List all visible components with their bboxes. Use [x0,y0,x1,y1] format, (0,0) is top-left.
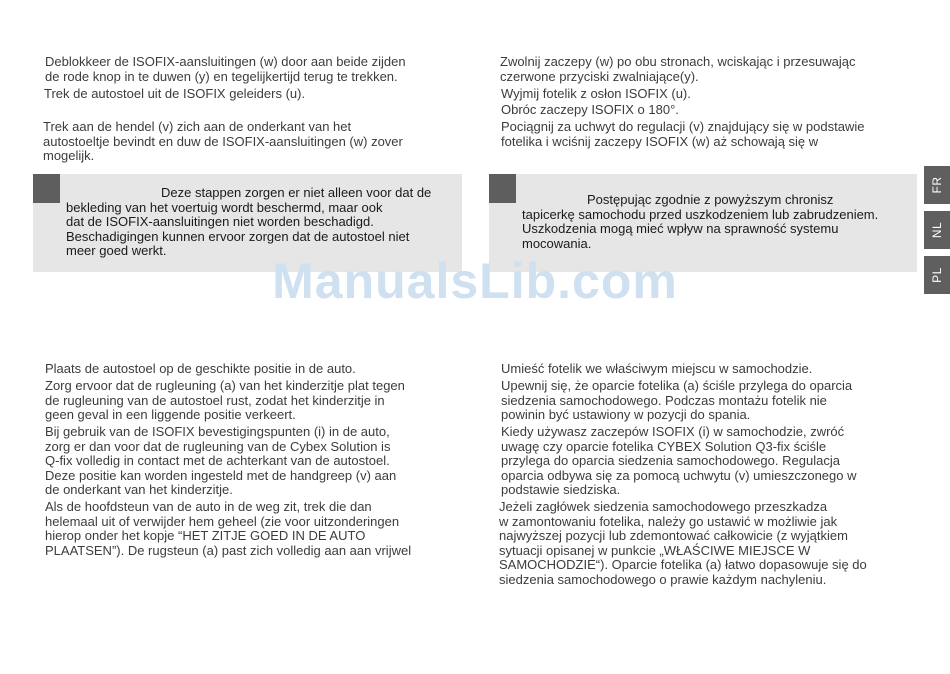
pl-bottom-paragraph-4: Jeżeli zagłówek siedzenia samochodowego przeszkadza w zamontowaniu fotelika, należy go ustawić w możliwie jak najwyższej pozycji lub zdemontować całkowicie (z wyjątkiem sytuacji opisanej w punkcie „WŁAŚCIWE MIEJSCE W SAMOCHODZIE“). Oparcie fotelika (a) łatwo dopasowuje się do siedzenia samochodowego o prawie każdym nachyleniu. [499,499,867,587]
pl-top-paragraph-4: Pociągnij za uchwyt do regulacji (v) znajdujący się w podstawie fotelika i wciśnij zaczepy ISOFIX (w) aż schowają się w [501,119,865,149]
pl-top-paragraph-1: Zwolnij zaczepy (w) po obu stronach, wciskając i przesuwając czerwone przyciski zwalniające(y). [500,54,856,84]
nl-top-paragraph-2: Trek de autostoel uit de ISOFIX geleiders (u). [44,86,306,101]
tab-fr[interactable] [924,166,950,204]
nl-bottom-paragraph-3: Bij gebruik van de ISOFIX bevestigingspunten (i) in de auto, zorg er dan voor dat de rugleuning van de Cybex Solution is Q-fix volledig in contact met de achterkant van de autostoel. Deze positie kan worden ingesteld met de handgreep (v) aan de onderkant van het kinderzitje. [45,424,397,498]
tab-nl-label: NL [930,221,944,239]
pl-top-paragraph-2: Wyjmij fotelik z osłon ISOFIX (u). [501,86,691,101]
note-marker-icon [33,174,60,203]
pl-top-paragraph-3: Obróc zaczepy ISOFIX o 180°. [501,102,679,117]
note-marker-icon [489,174,516,203]
pl-bottom-paragraph-1: Umieść fotelik we właściwym miejscu w samochodzie. [501,361,813,376]
pl-note-text: Postępując zgodnie z powyższym chronisz tapicerkę samochodu przed uszkodzeniem lub zabrudzeniem. Uszkodzenia mogą mieć wpływ na sprawność systemu mocowania. [522,192,879,251]
tab-nl[interactable] [924,211,950,249]
nl-top-paragraph-1: Deblokkeer de ISOFIX-aansluitingen (w) door aan beide zijden de rode knop in te duwen (y) en tegelijkertijd terug te trekken. [45,54,406,84]
nl-note-text: Deze stappen zorgen er niet alleen voor dat de bekleding van het voertuig wordt beschermd, maar ook dat de ISOFIX-aansluitingen niet worden beschadigd. Beschadigingen kunnen ervoor zorgen dat de autostoel niet meer goed werkt. [66,185,432,259]
nl-top-paragraph-3: Trek aan de hendel (v) zich aan de onderkant van het autostoeltje bevindt en duw de ISOFIX-aansluitingen (w) zover mogelijk. [43,119,403,164]
nl-bottom-paragraph-4: Als de hoofdsteun van de auto in de weg zit, trek die dan helemaal uit of verwijder hem geheel (zie voor uitzonderingen hierop onder het kopje “HET ZITJE GOED IN DE AUTO PLAATSEN”). De rugsteun (a) past zich volledig aan aan vrijwel [45,499,412,558]
tab-fr-label: FR [930,176,944,194]
pl-bottom-paragraph-2: Upewnij się, że oparcie fotelika (a) ściśle przylega do oparcia siedzenia samochodowego. Podczas montażu fotelik nie powinin być ustawiony w pozycji do spania. [501,378,853,423]
watermark: ManualsLib.com [272,253,678,309]
nl-bottom-paragraph-1: Plaats de autostoel op de geschikte positie in de auto. [45,361,356,376]
nl-bottom-paragraph-2: Zorg ervoor dat de rugleuning (a) van het kinderzitje plat tegen de rugleuning van de autostoel rust, zodat het kinderzitje in geen geval in een liggende positie verkeert. [45,378,405,423]
tab-pl-label: PL [930,267,944,283]
pl-bottom-paragraph-3: Kiedy używasz zaczepów ISOFIX (i) w samochodzie, zwróć uwagę czy oparcie fotelika CYBEX Solution Q3-fix ściśle przylega do oparcia siedzenia samochodowego. Regulacja oparcia odbywa się za pomocą uchwytu (v) umieszczonego w podstawie siedziska. [501,424,857,498]
